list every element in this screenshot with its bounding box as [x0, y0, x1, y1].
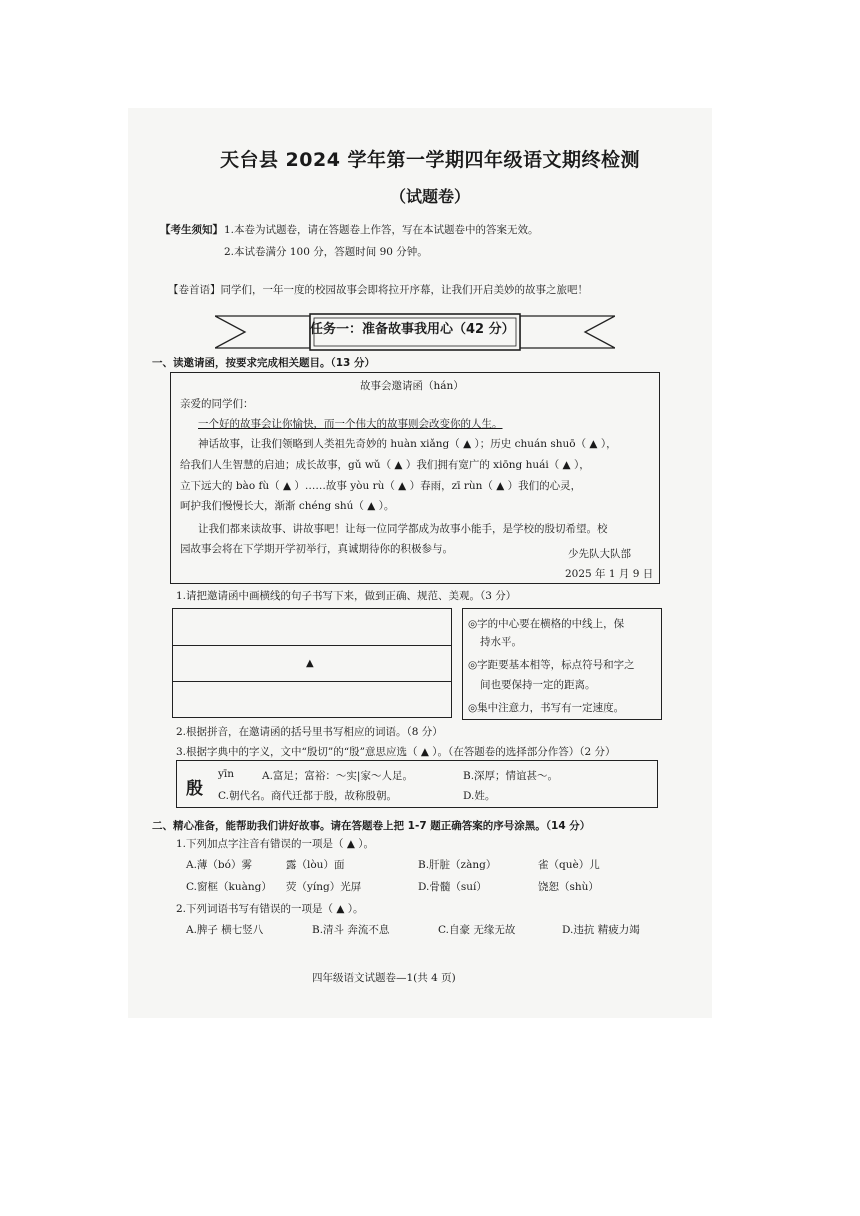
- dictionary-option-a: A.富足；富裕：～实|家～人足。: [262, 770, 413, 782]
- letter-line: 神话故事，让我们领略到人类祖先奇妙的 huàn xiǎng（ ▲ ）；历史 chuán shuō（ ▲ ），: [198, 438, 617, 450]
- question-2-2: 2.下列词语书写有错误的一项是（ ▲ ）。: [176, 903, 364, 915]
- question-2-1: 1.下列加点字注音有错误的一项是（ ▲ ）。: [176, 838, 375, 850]
- choice-option: 荧（yíng）光屏: [286, 881, 362, 893]
- choice-option: C.窗框（kuàng）: [186, 881, 272, 893]
- letter-greeting: 亲爱的同学们：: [180, 398, 254, 410]
- answer-placeholder-mark: ▲: [306, 658, 314, 669]
- choice-option: C.自豪 无缘无故: [438, 924, 516, 936]
- question-1-2: 2.根据拼音，在邀请函的括号里书写相应的词语。（8 分）: [176, 726, 443, 738]
- letter-date: 2025 年 1 月 9 日: [565, 568, 654, 580]
- writing-tip: ◎字的中心要在横格的中线上，保: [468, 618, 625, 630]
- writing-line: [173, 610, 451, 646]
- choice-option: A.脾子 横七竖八: [186, 924, 264, 936]
- letter-signature: 少先队大队部: [568, 548, 631, 560]
- choice-option: 雀（què）儿: [538, 859, 600, 871]
- choice-option: 露（lòu）面: [286, 859, 345, 871]
- page-footer: 四年级语文试题卷—1(共 4 页): [312, 972, 456, 984]
- letter-line: 给我们人生智慧的启迪；成长故事，gǔ wǔ（ ▲ ）我们拥有宽广的 xiōng huái（ ▲ ），: [180, 459, 590, 471]
- dictionary-character: 殷: [186, 779, 203, 799]
- section1-heading: 一、读邀请函，按要求完成相关题目。（13 分）: [152, 357, 376, 369]
- notice-label: 【考生须知】: [160, 224, 223, 236]
- dictionary-option-c: C.朝代名。商代迁都于殷，故称殷朝。: [218, 790, 397, 802]
- choice-option: A.薄（bó）雾: [186, 859, 252, 871]
- question-1-1: 1.请把邀请函中画横线的句子书写下来，做到正确、规范、美观。（3 分）: [176, 590, 517, 602]
- writing-tip: 间也要保持一定的距离。: [480, 679, 596, 691]
- letter-underlined-sentence: 一个好的故事会让你愉快，而一个伟大的故事则会改变你的人生。: [198, 418, 503, 430]
- choice-option: D.骨髓（suí）: [418, 881, 487, 893]
- task1-banner-title: 任务一：准备故事我用心（42 分）: [310, 322, 515, 337]
- choice-option: B.清斗 奔流不息: [312, 924, 390, 936]
- choice-option: B.肝脏（zàng）: [418, 859, 497, 871]
- letter-line: 让我们都来读故事、讲故事吧！让每一位同学都成为故事小能手，是学校的殷切希望。校: [198, 523, 608, 535]
- dictionary-option-b: B.深厚；情谊甚～。: [463, 770, 559, 782]
- writing-tip: ◎字距要基本相等，标点符号和字之: [468, 659, 635, 671]
- dictionary-option-d: D.姓。: [463, 790, 496, 802]
- writing-tip: 持水平。: [480, 636, 522, 648]
- notice-line-2: 2.本试卷满分 100 分，答题时间 90 分钟。: [224, 246, 428, 258]
- question-1-3: 3.根据字典中的字义，文中“殷切”的“殷”意思应选（ ▲ ）。（在答题卷的选择部分作答）（2 分）: [176, 746, 616, 758]
- writing-tip: ◎集中注意力，书写有一定速度。: [468, 702, 625, 714]
- letter-line: 园故事会将在下学期开学初举行，真诚期待你的积极参与。: [180, 543, 453, 555]
- choice-option: 饶恕（shù）: [538, 881, 599, 893]
- dictionary-pinyin: yīn: [218, 768, 235, 780]
- exam-subtitle: （试题卷）: [389, 187, 470, 206]
- letter-line: 立下远大的 bào fù（ ▲ ）……故事 yòu rù（ ▲ ）春雨，zī rùn（ ▲ ）我们的心灵，: [180, 480, 582, 492]
- letter-title: 故事会邀请函（hán）: [360, 380, 464, 392]
- exam-title: 天台县 2024 学年第一学期四年级语文期终检测: [219, 149, 641, 171]
- choice-option: D.违抗 精疲力竭: [562, 924, 640, 936]
- letter-line: 呵护我们慢慢长大，渐渐 chéng shú（ ▲ ）。: [180, 500, 395, 512]
- preface: 【卷首语】同学们，一年一度的校园故事会即将拉开序幕，让我们开启美妙的故事之旅吧！: [168, 284, 588, 296]
- notice-line-1: 1.本卷为试题卷，请在答题卷上作答，写在本试题卷中的答案无效。: [224, 224, 539, 236]
- section2-heading: 二、精心准备，能帮助我们讲好故事。请在答题卷上把 1-7 题正确答案的序号涂黑。（14 分）: [152, 820, 591, 832]
